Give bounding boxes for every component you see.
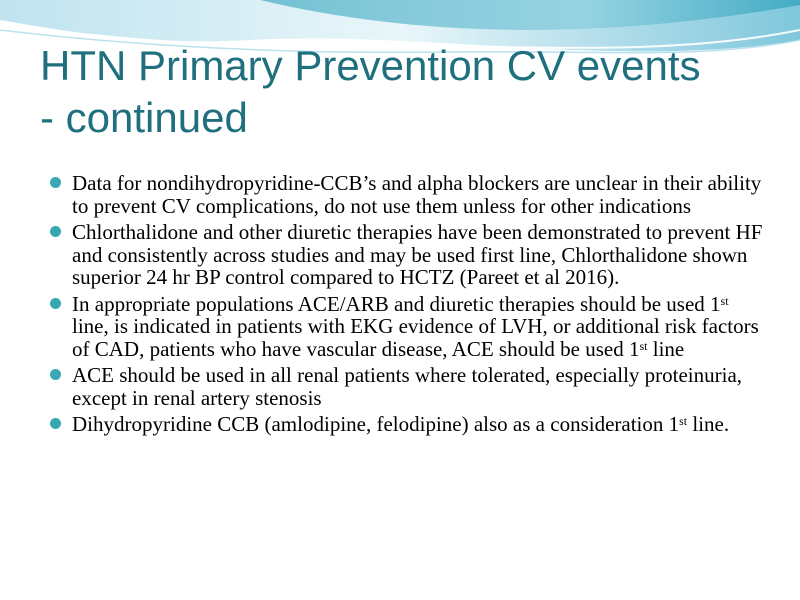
bullet-item (50, 364, 770, 409)
bullet-dot-icon (50, 298, 61, 309)
bullet-text-part: line, is indicated in patients with EKG evidence of LVH, or additional risk factors of CAD, patients who have vascular disease, ACE should be used 1 (72, 314, 759, 361)
bullet-text-part: line. (687, 412, 730, 436)
bullet-item (50, 413, 770, 436)
slide-title-line-2: - continued (40, 94, 248, 141)
bullet-dot-icon (50, 369, 61, 380)
bullet-text: Data for nondihydropyridine-CCB’s and alpha blockers are unclear in their ability to prevent CV complications, do not use them unless for other indications (72, 171, 762, 218)
bullet-item (50, 293, 770, 361)
slide-title-line-1: HTN Primary Prevention CV events (40, 42, 701, 89)
slide-title (40, 40, 780, 144)
bullet-text-part: line (647, 336, 685, 361)
bullet-text: ACE should be used in all renal patients where tolerated, especially proteinuria, except in renal artery stenosis (72, 363, 743, 410)
bullet-text-part: Dihydropyridine CCB (amlodipine, felodipine) also as a consideration 1 (72, 412, 680, 436)
ordinal-superscript: st (639, 338, 648, 353)
bullet-item (50, 221, 770, 289)
bullet-text: Chlorthalidone and other diuretic therapies have been demonstrated to prevent HF and consistently across studies and may be used first line, Chlorthalidone shown superior 24 hr BP control compared to HCTZ (Pareet et al 2016). (72, 220, 763, 289)
bullet-text-part: In appropriate populations ACE/ARB and diuretic therapies should be used 1 (72, 291, 721, 316)
ordinal-superscript: st (679, 414, 688, 428)
bullet-dot-icon (50, 177, 61, 188)
bullet-item (50, 172, 770, 217)
ordinal-superscript: st (720, 293, 729, 308)
bullet-list (50, 172, 770, 440)
bullet-dot-icon (50, 226, 61, 237)
bullet-dot-icon (50, 418, 61, 429)
